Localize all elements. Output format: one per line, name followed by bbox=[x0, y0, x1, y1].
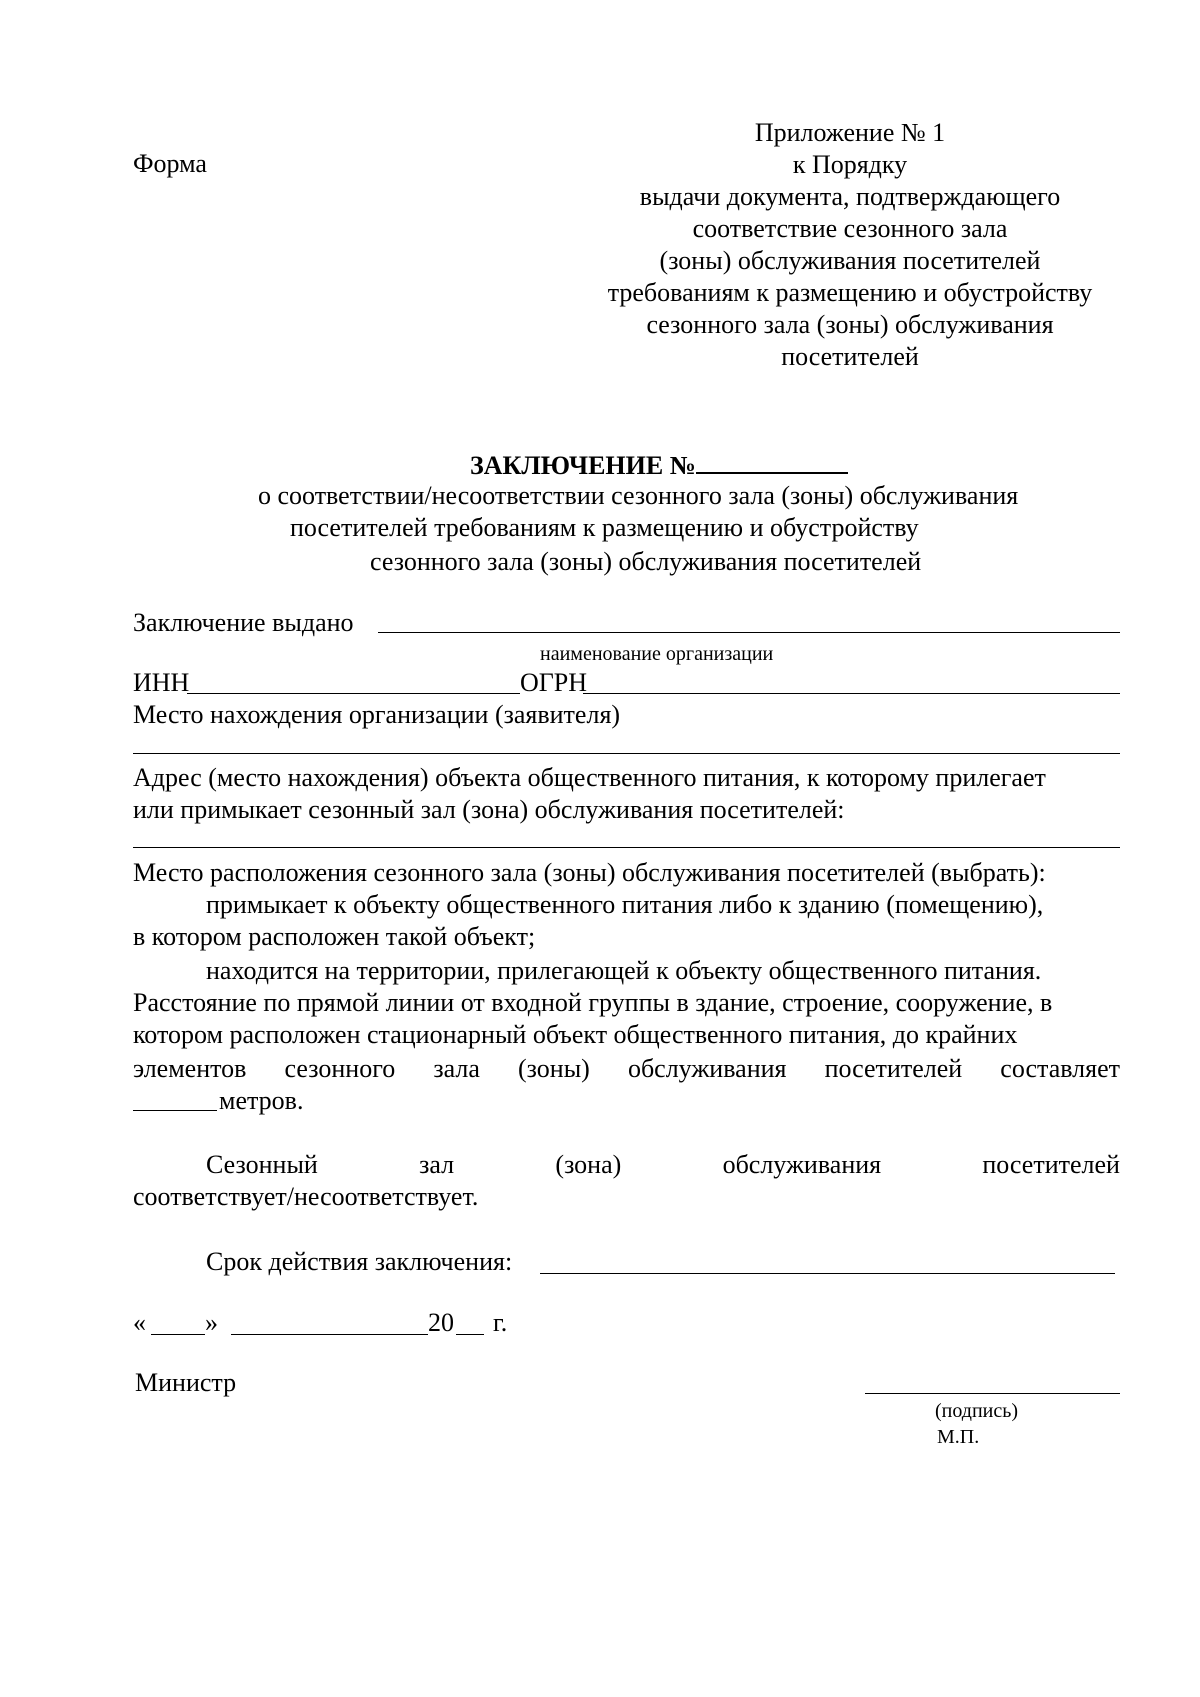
inn-label: ИНН bbox=[133, 668, 190, 697]
word: обслуживания bbox=[627, 1054, 787, 1083]
date-open-quote: « bbox=[133, 1308, 146, 1337]
validity-field[interactable] bbox=[540, 1273, 1115, 1274]
meters-field[interactable] bbox=[133, 1110, 217, 1111]
date-day-field[interactable] bbox=[151, 1334, 205, 1335]
address-label-line: или примыкает сезонный зал (зона) обслуживания посетителей: bbox=[133, 795, 845, 824]
date-close-quote: » bbox=[205, 1308, 218, 1337]
address-field[interactable] bbox=[133, 847, 1120, 848]
word: (зоны) bbox=[518, 1054, 590, 1083]
conformity-justified bbox=[206, 1149, 1120, 1181]
date-year-field[interactable] bbox=[456, 1334, 484, 1335]
placement-heading: Место расположения сезонного зала (зоны) обслуживания посетителей (выбрать): bbox=[133, 858, 1046, 887]
word: зала bbox=[433, 1054, 480, 1083]
word: составляет bbox=[1000, 1054, 1120, 1083]
appendix-line: сезонного зала (зоны) обслуживания bbox=[646, 310, 1054, 339]
ogrn-field[interactable] bbox=[583, 693, 1120, 694]
word: посетителей bbox=[824, 1054, 963, 1083]
inn-field[interactable] bbox=[187, 693, 520, 694]
subtitle-line: сезонного зала (зоны) обслуживания посетителей bbox=[370, 547, 922, 576]
subtitle-line: посетителей требованиям к размещению и обустройству bbox=[290, 513, 919, 542]
appendix-line: соответствие сезонного зала bbox=[692, 214, 1008, 243]
placement-option-adjacent: примыкает к объекту общественного питания либо к зданию (помещению), bbox=[206, 890, 1044, 919]
word: Сезонный bbox=[206, 1150, 318, 1179]
location-field[interactable] bbox=[133, 753, 1120, 754]
validity-label: Срок действия заключения: bbox=[206, 1247, 513, 1276]
date-year-prefix: 20 bbox=[428, 1308, 454, 1337]
date-year-suffix: г. bbox=[493, 1308, 508, 1337]
distance-text-justified bbox=[133, 1053, 1120, 1085]
appendix-line: к Порядку bbox=[792, 150, 908, 179]
form-label: Форма bbox=[133, 149, 207, 178]
distance-text-line: Расстояние по прямой линии от входной группы в здание, строение, сооружение, в bbox=[133, 988, 1053, 1017]
ogrn-label: ОГРН bbox=[520, 668, 588, 697]
word: обслуживания bbox=[722, 1150, 882, 1179]
meters-label: метров. bbox=[219, 1086, 304, 1115]
appendix-line: (зоны) обслуживания посетителей bbox=[659, 246, 1041, 275]
word: (зона) bbox=[555, 1150, 622, 1179]
document-title bbox=[470, 446, 848, 482]
signature-field[interactable] bbox=[865, 1393, 1120, 1394]
subtitle-line: о соответствии/несоответствии сезонного зала (зоны) обслуживания bbox=[258, 481, 1019, 510]
placement-option-territory: находится на территории, прилегающей к объекту общественного питания. bbox=[206, 956, 1042, 985]
word: сезонного bbox=[284, 1054, 396, 1083]
word: посетителей bbox=[982, 1150, 1120, 1179]
appendix-block bbox=[570, 117, 1130, 373]
word: элементов bbox=[133, 1054, 247, 1083]
seal-label: М.П. bbox=[937, 1426, 980, 1448]
appendix-line: Приложение № 1 bbox=[754, 118, 946, 147]
appendix-line: выдачи документа, подтверждающего bbox=[639, 182, 1061, 211]
org-name-hint: наименование организации bbox=[540, 643, 774, 665]
location-label: Место нахождения организации (заявителя) bbox=[133, 700, 621, 729]
word: зал bbox=[419, 1150, 455, 1179]
signer-role: Министр bbox=[135, 1368, 237, 1397]
appendix-line: посетителей bbox=[781, 342, 919, 371]
signature-hint: (подпись) bbox=[935, 1400, 1019, 1422]
number-blank[interactable] bbox=[696, 446, 848, 474]
address-label-line: Адрес (место нахождения) объекта общественного питания, к которому прилегает bbox=[133, 763, 1046, 792]
distance-text-line: котором расположен стационарный объект общественного питания, до крайних bbox=[133, 1020, 1018, 1049]
conformity-status: соответствует/несоответствует. bbox=[133, 1182, 479, 1211]
appendix-line: требованиям к размещению и обустройству bbox=[607, 278, 1093, 307]
placement-option-adjacent-cont: в котором расположен такой объект; bbox=[133, 922, 536, 951]
issued-to-label: Заключение выдано bbox=[133, 608, 354, 637]
issued-to-field[interactable] bbox=[378, 632, 1120, 633]
title-heading: ЗАКЛЮЧЕНИЕ № bbox=[470, 451, 696, 480]
date-month-field[interactable] bbox=[231, 1334, 428, 1335]
